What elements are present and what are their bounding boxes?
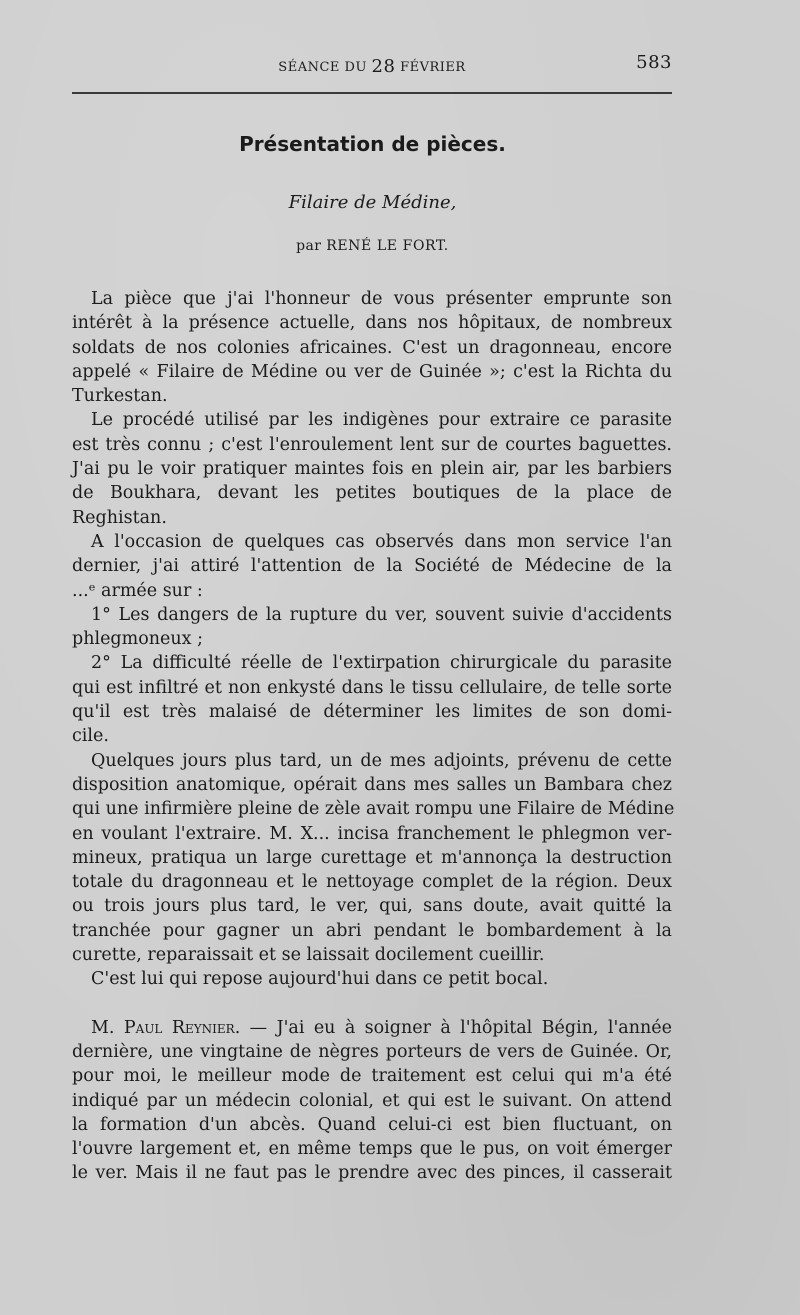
text-line: disposition anatomique, opérait dans mes salles un Bambara chez — [72, 774, 672, 795]
running-head-day: 28 — [371, 56, 396, 77]
article-author — [0, 238, 745, 254]
running-head-suffix: FÉVRIER — [400, 60, 466, 75]
text-line: de Boukhara, devant les petites boutiques de la place de — [72, 483, 672, 504]
text-line: la formation d'un abcès. Quand celui-ci est bien fluctuant, on — [72, 1114, 672, 1135]
text-line: A l'occasion de quelques cas observés dans mon service l'an — [91, 531, 672, 552]
running-head-title — [72, 55, 672, 76]
text-line: La pièce que j'ai l'honneur de vous présenter emprunte son — [91, 289, 672, 309]
text-line: tranchée pour gagner un abri pendant le bombardement à la — [72, 920, 672, 941]
text-line: Reghistan. — [72, 507, 167, 528]
author-name: RENÉ LE FORT. — [326, 238, 449, 254]
text-line: totale du dragonneau et le nettoyage complet de la région. Deux — [72, 872, 672, 893]
speaker-prefix: M. P — [91, 1017, 136, 1038]
text-line: curette, reparaissait et se laissait docilement cueillir. — [72, 945, 545, 966]
text-line: qui une infirmière pleine de zèle avait rompu une Filaire de Médine — [72, 799, 675, 820]
text-line: ...ᵉ armée sur : — [72, 580, 203, 601]
article-subtitle: Filaire de Médine, — [288, 192, 457, 213]
text-line: dernier, j'ai attiré l'attention de la Société de Médecine de la — [72, 556, 672, 577]
header-rule — [72, 92, 672, 94]
text-line: l'ouvre largement et, en même temps que le pus, on voit émerger — [72, 1139, 672, 1160]
text-line: Le procédé utilisé par les indigènes pour extraire ce parasite — [91, 410, 672, 431]
text-line: pour moi, le meilleur mode de traitement est celui qui m'a été — [72, 1066, 672, 1087]
speaker-last-rest: eynier — [185, 1017, 235, 1038]
text-line: intérêt à la présence actuelle, dans nos hôpitaux, de nombreux — [72, 313, 672, 334]
text-line: phlegmoneux ; — [72, 629, 203, 650]
text-line: qui est infiltré et non enkysté dans le tissu cellulaire, de telle sorte — [72, 677, 672, 698]
text-line: ou trois jours plus tard, le ver, qui, sans doute, avait quitté la — [72, 896, 672, 917]
running-head-prefix: SÉANCE DU — [278, 60, 367, 75]
text-line: Quelques jours plus tard, un de mes adjoints, prévenu de cette — [91, 750, 672, 771]
page-number: 583 — [636, 52, 672, 73]
running-head — [72, 50, 672, 78]
text-line: mineux, pratiqua un large curettage et m'annonça la destruction — [72, 847, 672, 868]
text-line: soldats de nos colonies africaines. C'est un dragonneau, encore — [72, 337, 672, 358]
text-line: dernière, une vingtaine de nègres porteurs de vers de Guinée. Or, — [72, 1041, 672, 1062]
text-line: appelé « Filaire de Médine ou ver de Guinée »; c'est la Richta du — [72, 361, 672, 382]
paragraph-gap — [72, 992, 672, 1016]
text-line: C'est lui qui repose aujourd'hui dans ce petit bocal. — [91, 969, 549, 990]
author-prefix: par — [296, 238, 322, 254]
text-line: Turkestan. — [72, 386, 168, 407]
text-line: le ver. Mais il ne faut pas le prendre avec des pinces, il casserait — [72, 1163, 672, 1184]
text-line: cile. — [72, 726, 109, 747]
text-line: indiqué par un médecin colonial, et qui est le suivant. On attend — [72, 1090, 672, 1111]
text-line: 1° Les dangers de la rupture du ver, souvent suivie d'accidents — [91, 604, 672, 625]
speaker-first-rest: aul — [135, 1017, 163, 1038]
discussion-opening-line — [72, 1016, 672, 1040]
text-line: en voulant l'extraire. M. X... incisa franchement le phlegmon ver- — [72, 823, 672, 844]
text-line: 2° La difficulté réelle de l'extirpation chirurgicale du parasite — [91, 653, 672, 674]
discussion-opening-text: . — J'ai eu à soigner à l'hôpital Bégin, l'année — [234, 1017, 672, 1038]
text-line: J'ai pu le voir pratiquer maintes fois en plein air, par les barbiers — [72, 459, 672, 480]
article-body — [72, 287, 675, 1186]
text-line: qu'il est très malaisé de déterminer les limites de son domi- — [72, 702, 672, 723]
text-line: est très connu ; c'est l'enroulement lent sur de courtes baguettes. — [72, 434, 672, 455]
section-heading: Présentation de pièces. — [239, 132, 506, 156]
speaker-last-initial: R — [171, 1017, 185, 1038]
